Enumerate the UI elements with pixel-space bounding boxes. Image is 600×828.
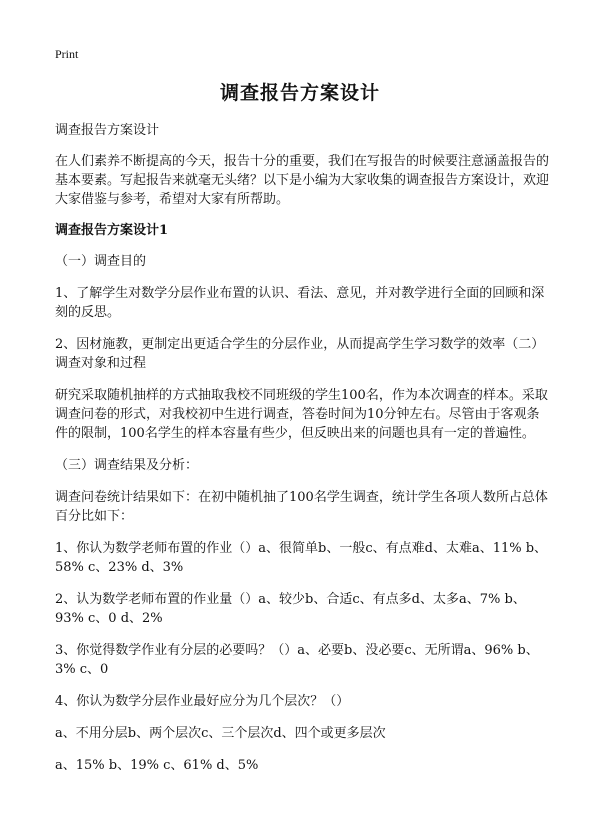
- document-subtitle: 调查报告方案设计: [55, 123, 160, 138]
- question-3: 3、你觉得数学作业有分层的必要吗？（）a、必要b、没必要c、无所谓a、96% b、3% c、0: [55, 643, 539, 677]
- paragraph-results-intro: 调查问卷统计结果如下：在初中随机抽了100名学生调查，统计学生各项人数所占总体百分比如下：: [55, 490, 548, 524]
- question-4-options: a、不用分层b、两个层次c、三个层次d、四个或更多层次: [55, 726, 386, 741]
- heading-results: （三）调查结果及分析：: [55, 458, 199, 473]
- paragraph-purpose-2: 2、因材施教，更制定出更适合学生的分层作业，从而提高学生学习数学的效率（二）调查对象和过程: [55, 337, 545, 371]
- question-1: 1、你认为数学老师布置的作业（）a、很简单b、一般c、有点难d、太难a、11% b、58% c、23% d、3%: [55, 541, 548, 575]
- paragraph-method: 研究采取随机抽样的方式抽取我校不同班级的学生100名，作为本次调查的样本。采取调查问卷的形式，对我校初中生进行调查，答卷时间为10分钟左右。尽管由于客观条件的限制，100名学生的样本容量有些少，但反映出来的问题也具有一定的普遍性。: [55, 388, 548, 441]
- paragraph-purpose-1: 1、了解学生对数学分层作业布置的认识、看法、意见，并对教学进行全面的回顾和深刻的反思。: [55, 286, 545, 320]
- print-label: Print: [55, 47, 79, 61]
- intro-paragraph: 在人们素养不断提高的今天，报告十分的重要，我们在写报告的时候要注意涵盖报告的基本要素。写起报告来就毫无头绪？以下是小编为大家收集的调查报告方案设计，欢迎大家借鉴与参考，希望对大家有所帮助。: [55, 154, 550, 207]
- question-2: 2、认为数学老师布置的作业量（）a、较少b、合适c、有点多d、太多a、7% b、93% c、0 d、2%: [55, 592, 526, 626]
- section-heading: 调查报告方案设计1: [55, 223, 169, 238]
- document-title: 调查报告方案设计: [219, 82, 380, 104]
- document-body: [55, 121, 552, 786]
- question-4: 4、你认为数学分层作业最好应分为几个层次？（）: [55, 694, 350, 709]
- heading-survey-purpose: （一）调查目的: [55, 254, 147, 269]
- question-4-results: a、15% b、19% c、61% d、5%: [55, 758, 259, 773]
